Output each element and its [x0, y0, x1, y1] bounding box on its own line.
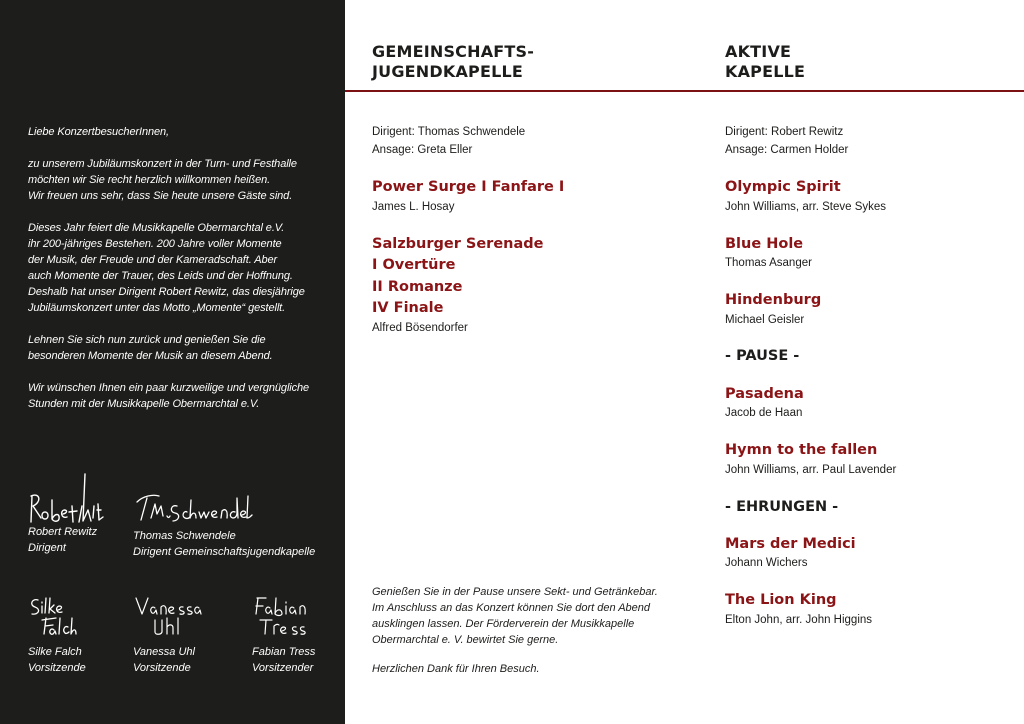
piece-movement: II Romanze	[372, 278, 463, 295]
welcome-panel	[0, 0, 345, 724]
youth-band-program	[372, 124, 662, 336]
piece-title: Power Surge I Fanfare I	[372, 179, 565, 195]
title-line: KAPELLE	[725, 62, 806, 81]
program-piece	[725, 290, 1015, 328]
conductor-credit: Dirigent: Robert Rewitz	[725, 126, 844, 138]
signature-fabian-tress	[252, 594, 315, 676]
header-divider	[345, 90, 1024, 92]
piece-composer: Jacob de Haan	[725, 407, 803, 419]
piece-title: Hymn to the fallen	[725, 442, 878, 458]
signatory-name: Thomas Schwendele	[133, 530, 236, 542]
piece-title: Olympic Spirit	[725, 179, 841, 195]
handwritten-signature-fabian	[252, 594, 312, 638]
honors-label: - EHRUNGEN -	[725, 498, 839, 515]
piece-composer: Johann Wichers	[725, 557, 808, 569]
program-piece	[725, 234, 1015, 272]
signatory-name: Silke Falch	[28, 646, 82, 658]
title-line: AKTIVE	[725, 42, 792, 61]
signatory-name: Fabian Tress	[252, 646, 316, 658]
welcome-letter	[28, 124, 338, 428]
piece-title: Mars der Medici	[725, 535, 856, 552]
signature-vanessa-uhl	[133, 594, 213, 676]
welcome-greeting: Liebe KonzertbesucherInnen,	[28, 126, 170, 138]
signatory-role: Vorsitzender	[252, 662, 314, 674]
piece-composer: John Williams, arr. Steve Sykes	[725, 200, 887, 213]
program-piece	[725, 177, 1015, 215]
closing-paragraph: Genießen Sie in der Pause unsere Sekt- und Getränkebar. Im Anschluss an das Konzert können Sie dort den Abend ausklingen lassen. Der Förderverein der Musikkapelle Obermarchtal e. V. bewirtet Sie gerne.	[372, 586, 658, 646]
piece-composer: Alfred Bösendorfer	[372, 321, 468, 334]
piece-composer: Michael Geisler	[725, 313, 805, 326]
piece-title: Blue Hole	[725, 235, 804, 252]
signatory-role: Vorsitzende	[28, 662, 86, 674]
closing-thanks: Herzlichen Dank für Ihren Besuch.	[372, 663, 540, 675]
handwritten-signature-thomas	[133, 490, 253, 524]
program-piece	[725, 590, 1015, 628]
piece-movement: I Overtüre	[372, 257, 456, 273]
program-piece	[372, 177, 662, 215]
piece-title: Pasadena	[725, 385, 804, 402]
title-line: GEMEINSCHAFTS-	[372, 42, 535, 61]
program-piece	[725, 440, 1015, 478]
signatory-name: Robert Rewitz	[28, 526, 98, 538]
program-piece	[725, 534, 1015, 572]
signatory-name: Vanessa Uhl	[133, 646, 195, 658]
signatory-role: Vorsitzende	[133, 662, 191, 674]
title-line: JUGENDKAPELLE	[372, 62, 524, 81]
piece-composer: James L. Hosay	[372, 200, 455, 213]
announcer-credit: Ansage: Greta Eller	[372, 143, 473, 156]
welcome-paragraph: Lehnen Sie sich nun zurück und genießen Sie die besonderen Momente der Musik an diesem Abend.	[28, 334, 273, 362]
program-piece	[372, 234, 662, 336]
signature-thomas-schwendele	[133, 490, 315, 560]
closing-note	[372, 584, 682, 690]
signatory-role: Dirigent Gemeinschaftsjugendkapelle	[133, 546, 316, 558]
welcome-paragraph: Wir wünschen Ihnen ein paar kurzweilige und vergnügliche Stunden mit der Musikkapelle Obermarchtal e.V.	[28, 382, 310, 410]
piece-composer: Thomas Asanger	[725, 257, 812, 269]
handwritten-signature-silke	[28, 594, 88, 638]
signature-silke-falch	[28, 594, 88, 676]
program-piece	[725, 384, 1015, 422]
signatory-role: Dirigent	[28, 542, 66, 554]
welcome-paragraph: zu unserem Jubiläumskonzert in der Turn- und Festhalle möchten wir Sie recht herzlich willkommen heißen. Wir freuen uns sehr, dass Sie heute unsere Gäste sind.	[28, 158, 297, 202]
piece-title: Hindenburg	[725, 292, 822, 308]
youth-band-title	[372, 42, 534, 82]
conductor-credit: Dirigent: Thomas Schwendele	[372, 126, 526, 138]
welcome-paragraph: Dieses Jahr feiert die Musikkapelle Obermarchtal e.V. ihr 200-jähriges Bestehen. 200 Jahre voller Momente der Musik, der Freude und der Kameradschaft. Aber auch Momente der Trauer, des Leids und der Hoffnung. Deshalb hat unser Dirigent Robert Rewitz, das diesjährige Jubiläumskonzert unter das Motto „Momente“ gestellt.	[28, 222, 305, 314]
active-band-title	[725, 42, 805, 82]
piece-title: Salzburger Serenade	[372, 235, 544, 252]
intermission-label: - PAUSE -	[725, 347, 800, 364]
handwritten-signature-vanessa	[133, 594, 213, 638]
signature-robert-rewitz	[28, 466, 108, 556]
announcer-credit: Ansage: Carmen Holder	[725, 143, 849, 156]
piece-title: The Lion King	[725, 592, 837, 608]
piece-composer: John Williams, arr. Paul Lavender	[725, 463, 897, 476]
active-band-program	[725, 124, 1015, 628]
piece-composer: Elton John, arr. John Higgins	[725, 613, 873, 626]
handwritten-signature-robert	[28, 466, 108, 524]
piece-movement: IV Finale	[372, 300, 444, 316]
